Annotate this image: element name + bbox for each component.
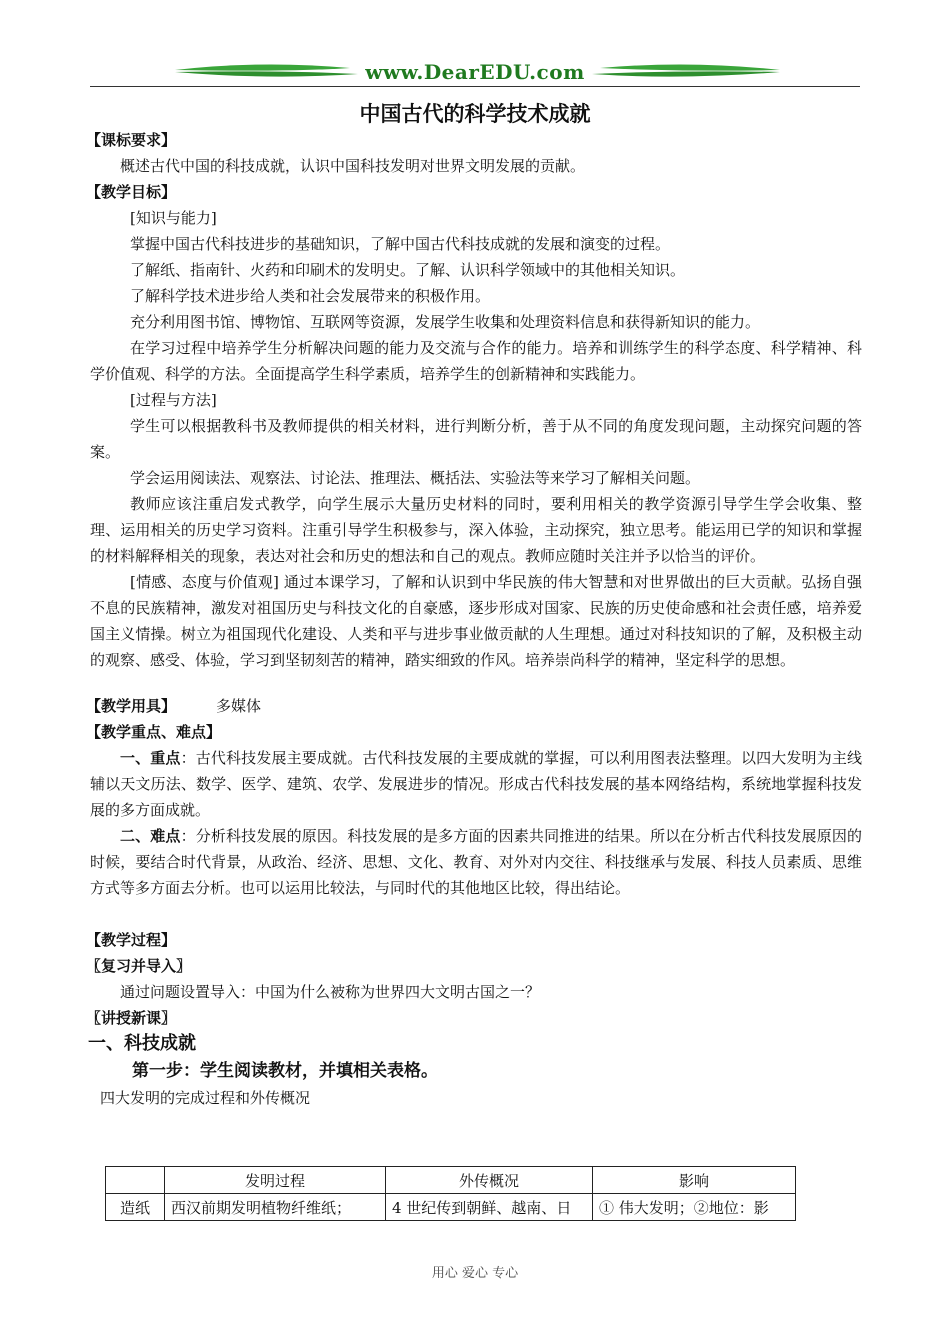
tools-heading: 【教学用具】 [86,697,177,715]
emotion-label: [情感、态度与价值观] [130,573,279,591]
table-caption: 四大发明的完成过程和外传概况 [100,1089,311,1107]
table-header: 发明过程 [165,1167,386,1194]
knowledge-item: 在学习过程中培养学生分析解决问题的能力及交流与合作的能力。培养和训练学生的科学态度、科学精神、科学价值观、科学的方法。全面提高学生科学素质，培养学生的创新精神和实践能力。 [90,339,862,383]
tools-line [86,693,862,719]
table-header [106,1167,165,1194]
page-footer: 用心 爱心 专心 [431,1266,519,1281]
focus-text: ：古代科技发展主要成就。古代科技发展的主要成就的掌握，可以利用图表法整理。以四大发明为主线辅以天文历法、数学、医学、建筑、农学、发展进步的情况。形成古代科技发展的基本网络结构，系统地掌握科技发展的多方面成就。 [90,749,862,819]
focus-paragraph [90,745,862,823]
emotion-paragraph [90,569,862,673]
knowledge-item: 了解纸、指南针、火药和印刷术的发明史。了解、认识科学领域中的其他相关知识。 [130,261,686,279]
step-heading: 第一步：学生阅读教材，并填相关表格。 [132,1061,438,1081]
focus-label: 一、重点 [120,749,181,767]
curriculum-text: 概述古代中国的科技成就，认识中国科技发明对世界文明发展的贡献。 [120,157,586,175]
knowledge-item: 充分利用图书馆、博物馆、互联网等资源，发展学生收集和处理资料信息和获得新知识的能力。 [130,313,761,331]
table-cell: ① 伟大发明；②地位：影 [593,1194,796,1221]
document-body [86,127,862,1111]
tools-text: 多媒体 [216,697,262,715]
knowledge-item: 掌握中国古代科技进步的基础知识，了解中国古代科技成就的发展和演变的过程。 [130,235,671,253]
process-item: 学生可以根据教科书及教师提供的相关材料，进行判断分析，善于从不同的角度发现问题，主动探究问题的答案。 [90,417,862,461]
goals-heading: 【教学目标】 [86,183,177,201]
table-cell: 造纸 [106,1194,165,1221]
process-heading: 【教学过程】 [86,931,177,949]
inventions-table [105,1166,796,1221]
table-row [106,1194,796,1221]
site-banner [90,58,860,88]
review-heading: 〖复习并导入〗 [86,957,192,975]
page-title: 中国古代的科学技术成就 [359,102,591,126]
emotion-text: 通过本课学习，了解和认识到中华民族的伟大智慧和对世界做出的巨大贡献。弘扬自强不息的民族精神，激发对祖国历史与科技文化的自豪感，逐步形成对国家、民族的历史使命感和社会责任感，培养爱国主义情操。树立为祖国现代化建设、人类和平与进步事业做贡献的人生理想。通过对科技知识的了解，及积极主动的观察、感受、体验，学习到坚韧刻苦的精神，踏实细致的作风。培养崇尚科学的精神，坚定科学的思想。 [90,573,862,669]
lecture-heading: 〖讲授新课〗 [86,1009,177,1027]
table-header: 外传概况 [386,1167,593,1194]
section-heading: 一、科技成就 [88,1033,196,1054]
site-name: www.DearEDU.com [365,60,585,84]
difficulty-paragraph [90,823,862,901]
table-cell: 4 世纪传到朝鲜、越南、日 [386,1194,593,1221]
knowledge-label: [知识与能力] [130,209,217,227]
table-header: 影响 [593,1167,796,1194]
process-item: 教师应该注重启发式教学，向学生展示大量历史材料的同时，要利用相关的教学资源引导学生学会收集、整理、运用相关的历史学习资料。注重引导学生积极参与，深入体验，主动探究，独立思考。能运用已学的知识和掌握的材料解释相关的现象，表达对社会和历史的想法和自己的观点。教师应随时关注并予以恰当的评价。 [90,495,862,565]
table-header-row [106,1167,796,1194]
process-item: 学会运用阅读法、观察法、讨论法、推理法、概括法、实验法等来学习了解相关问题。 [130,469,701,487]
table-cell: 西汉前期发明植物纤维纸； [165,1194,386,1221]
difficulty-text: ：分析科技发展的原因。科技发展的是多方面的因素共同推进的结果。所以在分析古代科技发展原因的时候，要结合时代背景，从政治、经济、思想、文化、教育、对外对内交往、科技继承与发展、科技人员素质、思维方式等多方面去分析。也可以运用比较法，与同时代的其他地区比较，得出结论。 [90,827,862,897]
focus-heading: 【教学重点、难点】 [86,723,222,741]
curriculum-heading: 【课标要求】 [86,131,177,149]
review-text: 通过问题设置导入：中国为什么被称为世界四大文明古国之一？ [120,983,541,1001]
process-label: [过程与方法] [130,391,217,409]
knowledge-item: 了解科学技术进步给人类和社会发展带来的积极作用。 [130,287,491,305]
header-rule [90,86,860,87]
difficulty-label: 二、难点 [120,827,181,845]
